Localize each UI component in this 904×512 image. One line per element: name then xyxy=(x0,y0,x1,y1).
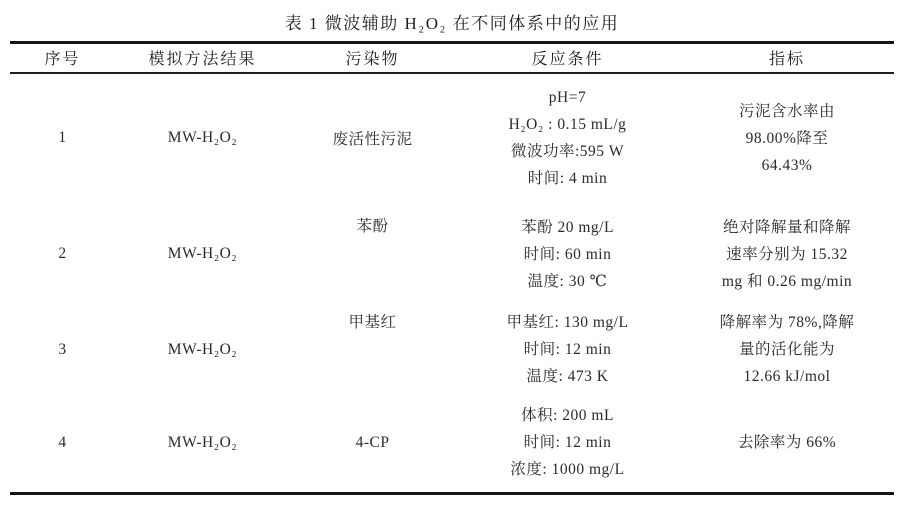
table-row xyxy=(10,73,894,203)
indicator-line: 去除率为 66% xyxy=(737,434,837,452)
conditions-cell xyxy=(455,306,680,394)
header-no: 序号 xyxy=(44,51,81,69)
indicator-line: 降解率为 78%,降解 xyxy=(719,314,855,331)
condition-line: 时间: 60 min xyxy=(523,245,612,263)
conditions-cell xyxy=(455,203,680,306)
header-indicator: 指标 xyxy=(768,51,805,69)
pollutant-cell: 苯酚 xyxy=(356,217,389,235)
table-row xyxy=(10,306,894,394)
row-number: 2 xyxy=(58,245,67,262)
row-number: 3 xyxy=(58,340,67,358)
indicator-cell xyxy=(680,203,894,306)
row-number: 4 xyxy=(58,433,67,451)
condition-line: 苯酚 20 mg/L xyxy=(521,218,614,236)
condition-line: 时间: 12 min xyxy=(523,434,612,452)
condition-line: 甲基红: 130 mg/L xyxy=(506,314,629,331)
method-cell: MW-H₂O₂ xyxy=(167,129,238,146)
indicator-cell xyxy=(680,306,894,394)
condition-line: 时间: 12 min xyxy=(523,341,612,358)
condition-line: H₂O₂ : 0.15 mL/g xyxy=(508,116,627,133)
condition-line: 温度: 30 ℃ xyxy=(527,272,608,290)
header-method: 模拟方法结果 xyxy=(148,51,257,69)
method-cell: MW-H₂O₂ xyxy=(167,433,238,451)
pollutant-cell: 4-CP xyxy=(355,433,390,451)
table-row xyxy=(10,203,894,306)
condition-line: 时间: 4 min xyxy=(527,170,608,187)
pollutant-cell: 废活性污泥 xyxy=(332,131,413,148)
indicator-line: mg 和 0.26 mg/min xyxy=(721,272,853,290)
document-table xyxy=(10,41,894,495)
pollutant-cell: 甲基红 xyxy=(348,313,397,331)
indicator-line: 量的活化能为 xyxy=(738,341,835,358)
method-cell: MW-H₂O₂ xyxy=(167,245,238,262)
indicator-cell xyxy=(680,73,894,203)
indicator-cell xyxy=(680,394,894,494)
conditions-cell xyxy=(455,73,680,203)
table-row xyxy=(10,394,894,494)
header-pollutant: 污染物 xyxy=(345,51,400,69)
condition-line: 微波功率:595 W xyxy=(510,143,625,160)
header-conditions: 反应条件 xyxy=(531,51,604,69)
condition-line: 温度: 473 K xyxy=(526,368,609,385)
header-row xyxy=(10,43,894,73)
table-title: 表 1 微波辅助 H₂O₂ 在不同体系中的应用 xyxy=(284,14,620,33)
indicator-line: 98.00%降至 xyxy=(745,129,829,147)
indicator-line: 绝对降解量和降解 xyxy=(722,218,851,236)
indicator-line: 污泥含水率由 xyxy=(738,102,835,120)
condition-line: 浓度: 1000 mg/L xyxy=(510,461,625,479)
indicator-line: 速率分别为 15.32 xyxy=(726,245,848,263)
condition-line: pH=7 xyxy=(548,89,587,106)
method-cell: MW-H₂O₂ xyxy=(167,340,238,358)
indicator-line: 64.43% xyxy=(761,156,813,174)
conditions-cell xyxy=(455,394,680,494)
indicator-line: 12.66 kJ/mol xyxy=(743,368,831,385)
row-number: 1 xyxy=(58,129,67,146)
condition-line: 体积: 200 mL xyxy=(521,407,614,425)
